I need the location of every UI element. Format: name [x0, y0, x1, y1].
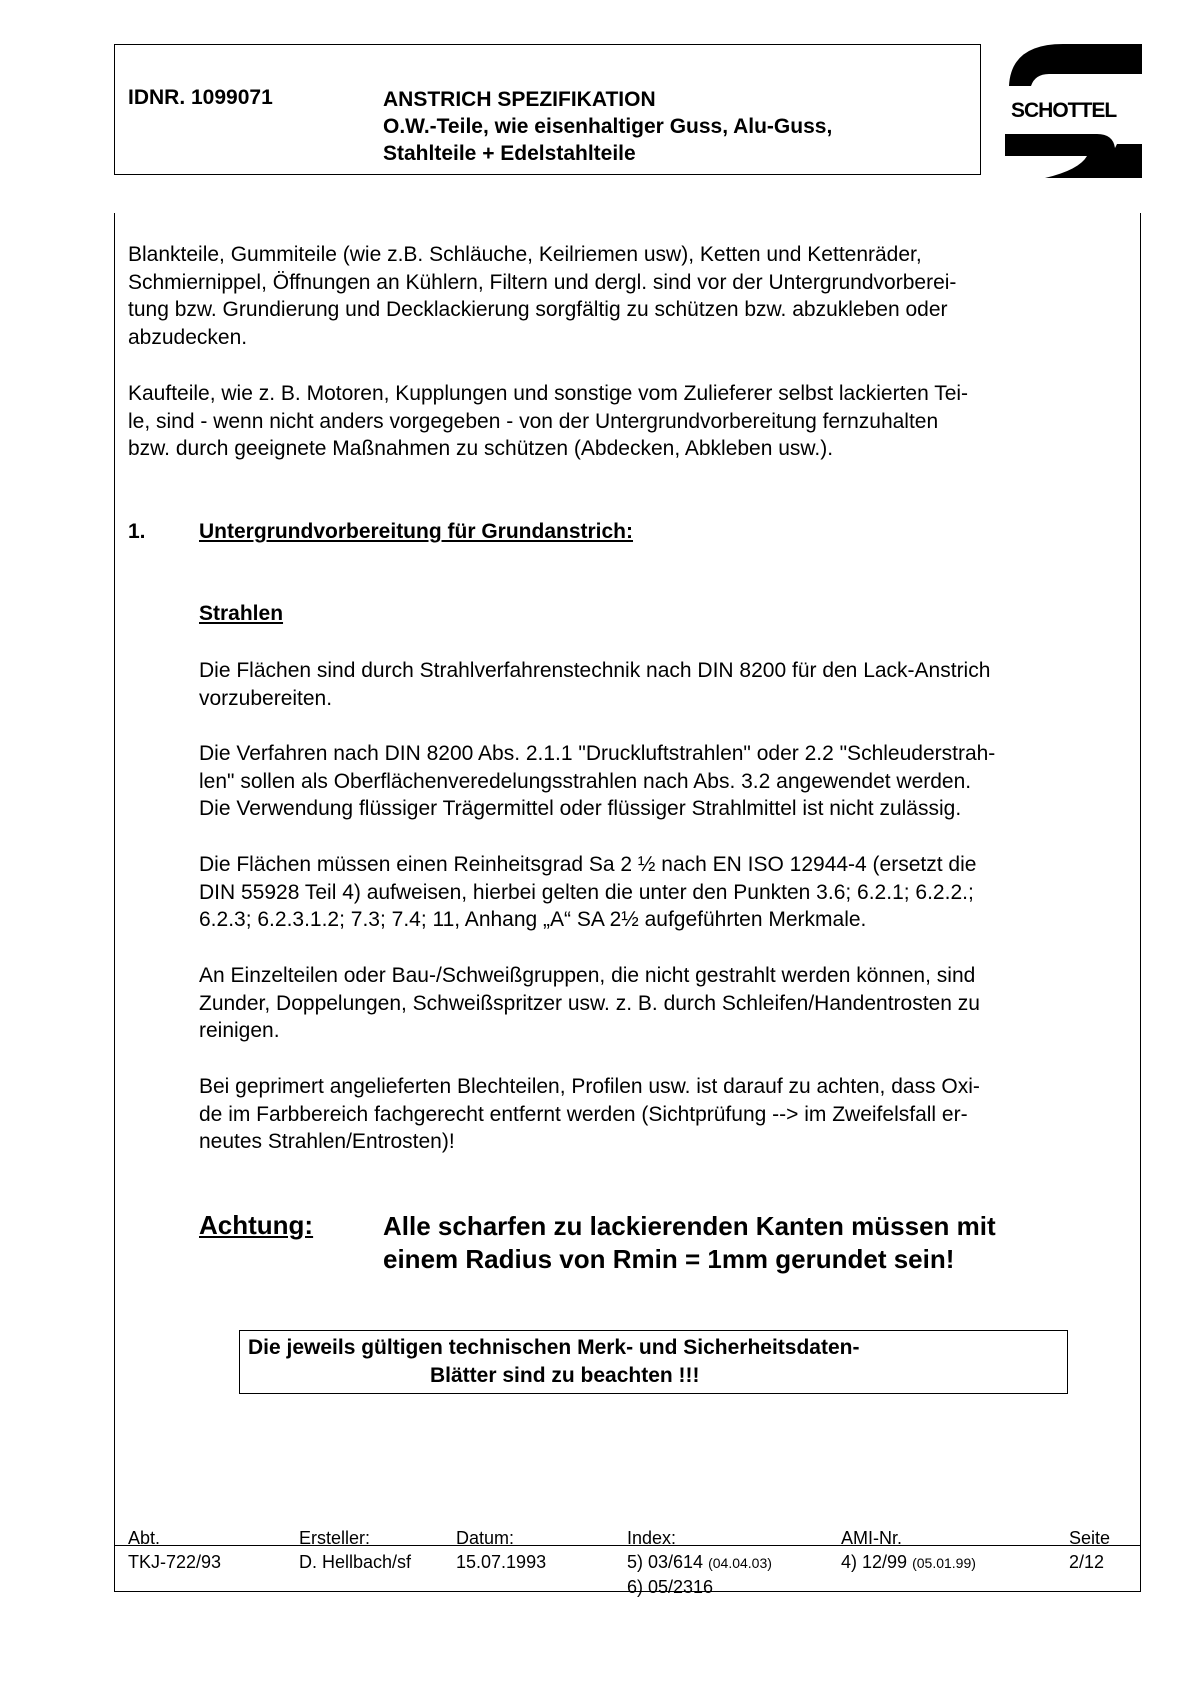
- text-line: Kaufteile, wie z. B. Motoren, Kupplungen und sonstige vom Zulieferer selbst lackierten Tei-: [128, 382, 969, 405]
- text-line: neutes Strahlen/Entrosten)!: [199, 1130, 455, 1154]
- text-line: le, sind - wenn nicht anders vorgegeben - von der Untergrundvorbereitung fernzuhalten: [128, 409, 939, 433]
- title-line: O.W.-Teile, wie eisenhaltiger Guss, Alu-Guss,: [383, 115, 833, 138]
- footer-index-value: [627, 1552, 772, 1573]
- body-paragraph: [199, 1073, 980, 1156]
- text-line: len" sollen als Oberflächenveredelungsstrahlen nach Abs. 3.2 angewendet werden.: [199, 769, 972, 793]
- text-line: Alle scharfen zu lackierenden Kanten müssen mit: [383, 1211, 996, 1241]
- logo-text: SCHOTTEL: [1011, 99, 1117, 122]
- body-paragraph: [199, 962, 980, 1045]
- text-line: abzudecken.: [128, 325, 248, 349]
- text-line: DIN 55928 Teil 4) aufweisen, hierbei gelten die unter den Punkten 3.6; 6.2.1; 6.2.2.;: [199, 880, 974, 904]
- text-line: Blankteile, Gummiteile (wie z.B. Schläuche, Keilriemen usw), Ketten und Kettenräder,: [128, 243, 922, 266]
- text-line: Die Flächen müssen einen Reinheitsgrad Sa 2 ½ nach EN ISO 12944-4 (ersetzt die: [199, 853, 977, 876]
- index-number: 5) 03/614: [627, 1552, 704, 1572]
- text-line: 6.2.3; 6.2.3.1.2; 7.3; 7.4; 11, Anhang „A“ SA 2½ aufgeführten Merkmale.: [199, 908, 867, 932]
- footer-abt-value: TKJ-722/93: [128, 1552, 222, 1572]
- text-line: tung bzw. Grundierung und Decklackierung sorgfältig zu schützen bzw. abzukleben oder: [128, 298, 948, 322]
- body-paragraph: [199, 851, 976, 934]
- footer-ersteller-value: D. Hellbach/sf: [299, 1552, 412, 1572]
- notice-line: Blätter sind zu beachten !!!: [430, 1364, 700, 1387]
- title-line: Stahlteile + Edelstahlteile: [383, 142, 636, 165]
- footer-label-ersteller: Ersteller:: [299, 1528, 371, 1548]
- ami-date: (05.01.99): [912, 1555, 976, 1571]
- warning-text: [383, 1210, 996, 1276]
- document-title: [383, 86, 832, 167]
- footer-label-index: Index:: [627, 1528, 677, 1548]
- text-line: bzw. durch geeignete Maßnahmen zu schützen (Abdecken, Abkleben usw.).: [128, 437, 834, 461]
- notice-line: Die jeweils gültigen technischen Merk- und Sicherheitsdaten-: [248, 1336, 860, 1359]
- intro-paragraph: [128, 241, 956, 351]
- text-line: de im Farbbereich fachgerecht entfernt werden (Sichtprüfung --> im Zweifelsfall er-: [199, 1102, 968, 1126]
- index-date: (04.04.03): [708, 1555, 772, 1571]
- ami-number: 4) 12/99: [841, 1552, 908, 1572]
- footer-label-seite: Seite: [1069, 1528, 1111, 1548]
- text-line: Bei geprimert angelieferten Blechteilen, Profilen usw. ist darauf zu achten, dass Oxi-: [199, 1075, 980, 1098]
- subsection-title: Strahlen: [199, 602, 284, 625]
- document-id: IDNR. 1099071: [128, 86, 273, 109]
- text-line: reinigen.: [199, 1019, 280, 1043]
- text-line: Die Verfahren nach DIN 8200 Abs. 2.1.1 "Druckluftstrahlen" oder 2.2 "Schleuderstrah-: [199, 742, 996, 765]
- footer-ami-value: [841, 1552, 976, 1573]
- text-line: Zunder, Doppelungen, Schweißspritzer usw. z. B. durch Schleifen/Handentrosten zu: [199, 991, 980, 1015]
- text-line: Schmiernippel, Öffnungen an Kühlern, Filtern und dergl. sind vor der Untergrundvorberei-: [128, 270, 957, 294]
- text-line: vorzubereiten.: [199, 686, 333, 710]
- schottel-logo: [1005, 44, 1142, 178]
- footer-index-value-2: 6) 05/2316: [627, 1577, 714, 1597]
- section-title: Untergrundvorbereitung für Grundanstrich:: [199, 520, 634, 543]
- body-paragraph: [199, 657, 990, 712]
- text-line: Die Verwendung flüssiger Trägermittel oder flüssiger Strahlmittel ist nicht zulässig.: [199, 797, 962, 821]
- text-line: An Einzelteilen oder Bau-/Schweißgruppen, die nicht gestrahlt werden können, sind: [199, 964, 976, 987]
- title-line: ANSTRICH SPEZIFIKATION: [383, 88, 656, 111]
- warning-label: Achtung:: [199, 1210, 314, 1240]
- footer-page-number: 2/12: [1069, 1552, 1105, 1572]
- footer-datum-value: 15.07.1993: [456, 1552, 547, 1572]
- footer-label-datum: Datum:: [456, 1528, 515, 1548]
- text-line: einem Radius von Rmin = 1mm gerundet sein!: [383, 1244, 955, 1274]
- intro-paragraph: [128, 380, 968, 463]
- section-number: 1.: [128, 520, 146, 543]
- body-paragraph: [199, 740, 995, 823]
- footer-label-abt: Abt.: [128, 1528, 161, 1548]
- text-line: Die Flächen sind durch Strahlverfahrenstechnik nach DIN 8200 für den Lack-Anstrich: [199, 659, 991, 682]
- footer-label-ami: AMI-Nr.: [841, 1528, 902, 1548]
